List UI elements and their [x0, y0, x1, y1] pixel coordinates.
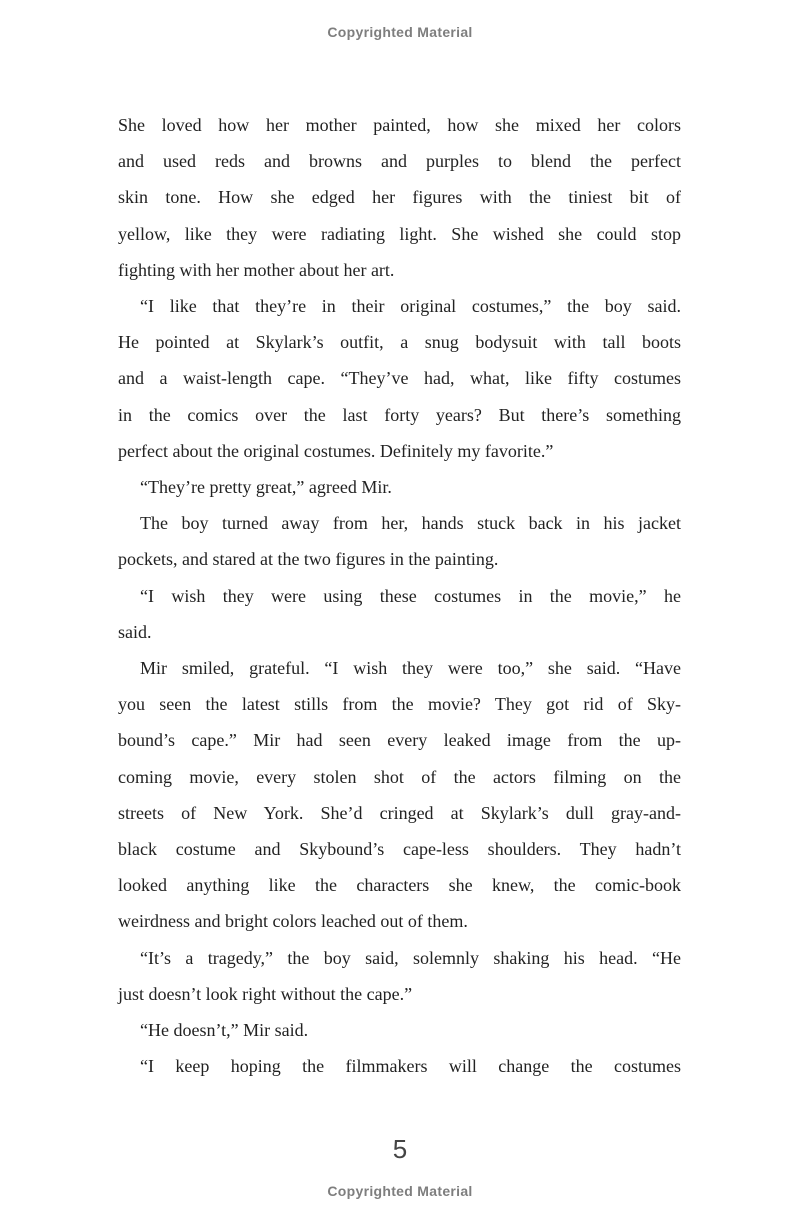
text-line: fighting with her mother about her art. — [118, 259, 395, 280]
text-line: “I like that they’re in their original costumes,” the boy said. — [140, 296, 681, 317]
text-line: “They’re pretty great,” agreed Mir. — [140, 477, 392, 498]
text-line: “He doesn’t,” Mir said. — [140, 1020, 309, 1041]
text-line: Mir smiled, grateful. “I wish they were too,” she said. “Have — [140, 658, 681, 679]
text-line: coming movie, every stolen shot of the actors filming on the — [118, 766, 681, 787]
text-line: bound’s cape.” Mir had seen every leaked image from the up- — [118, 730, 681, 751]
paragraph — [118, 288, 681, 469]
copyright-notice-bottom: Copyrighted Material — [327, 1183, 473, 1199]
text-line: She loved how her mother painted, how she mixed her colors — [118, 115, 681, 135]
text-line: weirdness and bright colors leached out of them. — [118, 911, 468, 932]
text-line: “It’s a tragedy,” the boy said, solemnly shaking his head. “He — [140, 947, 681, 968]
paragraph — [118, 469, 681, 505]
text-line: streets of New York. She’d cringed at Skylark’s dull gray-and- — [118, 802, 681, 823]
paragraph — [118, 505, 681, 577]
text-line: perfect about the original costumes. Definitely my favorite.” — [118, 440, 554, 461]
paragraph — [118, 578, 681, 650]
text-line: skin tone. How she edged her figures with the tiniest bit of — [118, 187, 681, 208]
text-line: He pointed at Skylark’s outfit, a snug bodysuit with tall boots — [118, 332, 681, 353]
text-line: and used reds and browns and purples to blend the perfect — [118, 151, 681, 172]
paragraph — [118, 1012, 681, 1048]
page-number: 5 — [392, 1134, 408, 1164]
text-line: and a waist-length cape. “They’ve had, what, like fifty costumes — [118, 368, 681, 389]
text-line: you seen the latest stills from the movie? They got rid of Sky- — [118, 694, 681, 715]
text-line: pockets, and stared at the two figures in the painting. — [118, 549, 499, 570]
body-text — [118, 107, 681, 1084]
text-line: said. — [118, 621, 152, 642]
text-line: “I keep hoping the filmmakers will change the costumes — [140, 1056, 681, 1077]
paragraph — [118, 940, 681, 1012]
text-line: just doesn’t look right without the cape.” — [118, 983, 413, 1004]
text-line: looked anything like the characters she knew, the comic-book — [118, 875, 681, 896]
text-line: “I wish they were using these costumes in the movie,” he — [140, 585, 681, 606]
paragraph — [118, 107, 681, 288]
text-line: in the comics over the last forty years? But there’s something — [118, 404, 681, 425]
text-line: yellow, like they were radiating light. She wished she could stop — [118, 223, 681, 244]
paragraph — [118, 650, 681, 940]
text-line: The boy turned away from her, hands stuck back in his jacket — [140, 513, 681, 534]
paragraph — [118, 1048, 681, 1084]
copyright-notice-top: Copyrighted Material — [327, 24, 473, 40]
text-line: black costume and Skybound’s cape-less shoulders. They hadn’t — [118, 839, 681, 860]
